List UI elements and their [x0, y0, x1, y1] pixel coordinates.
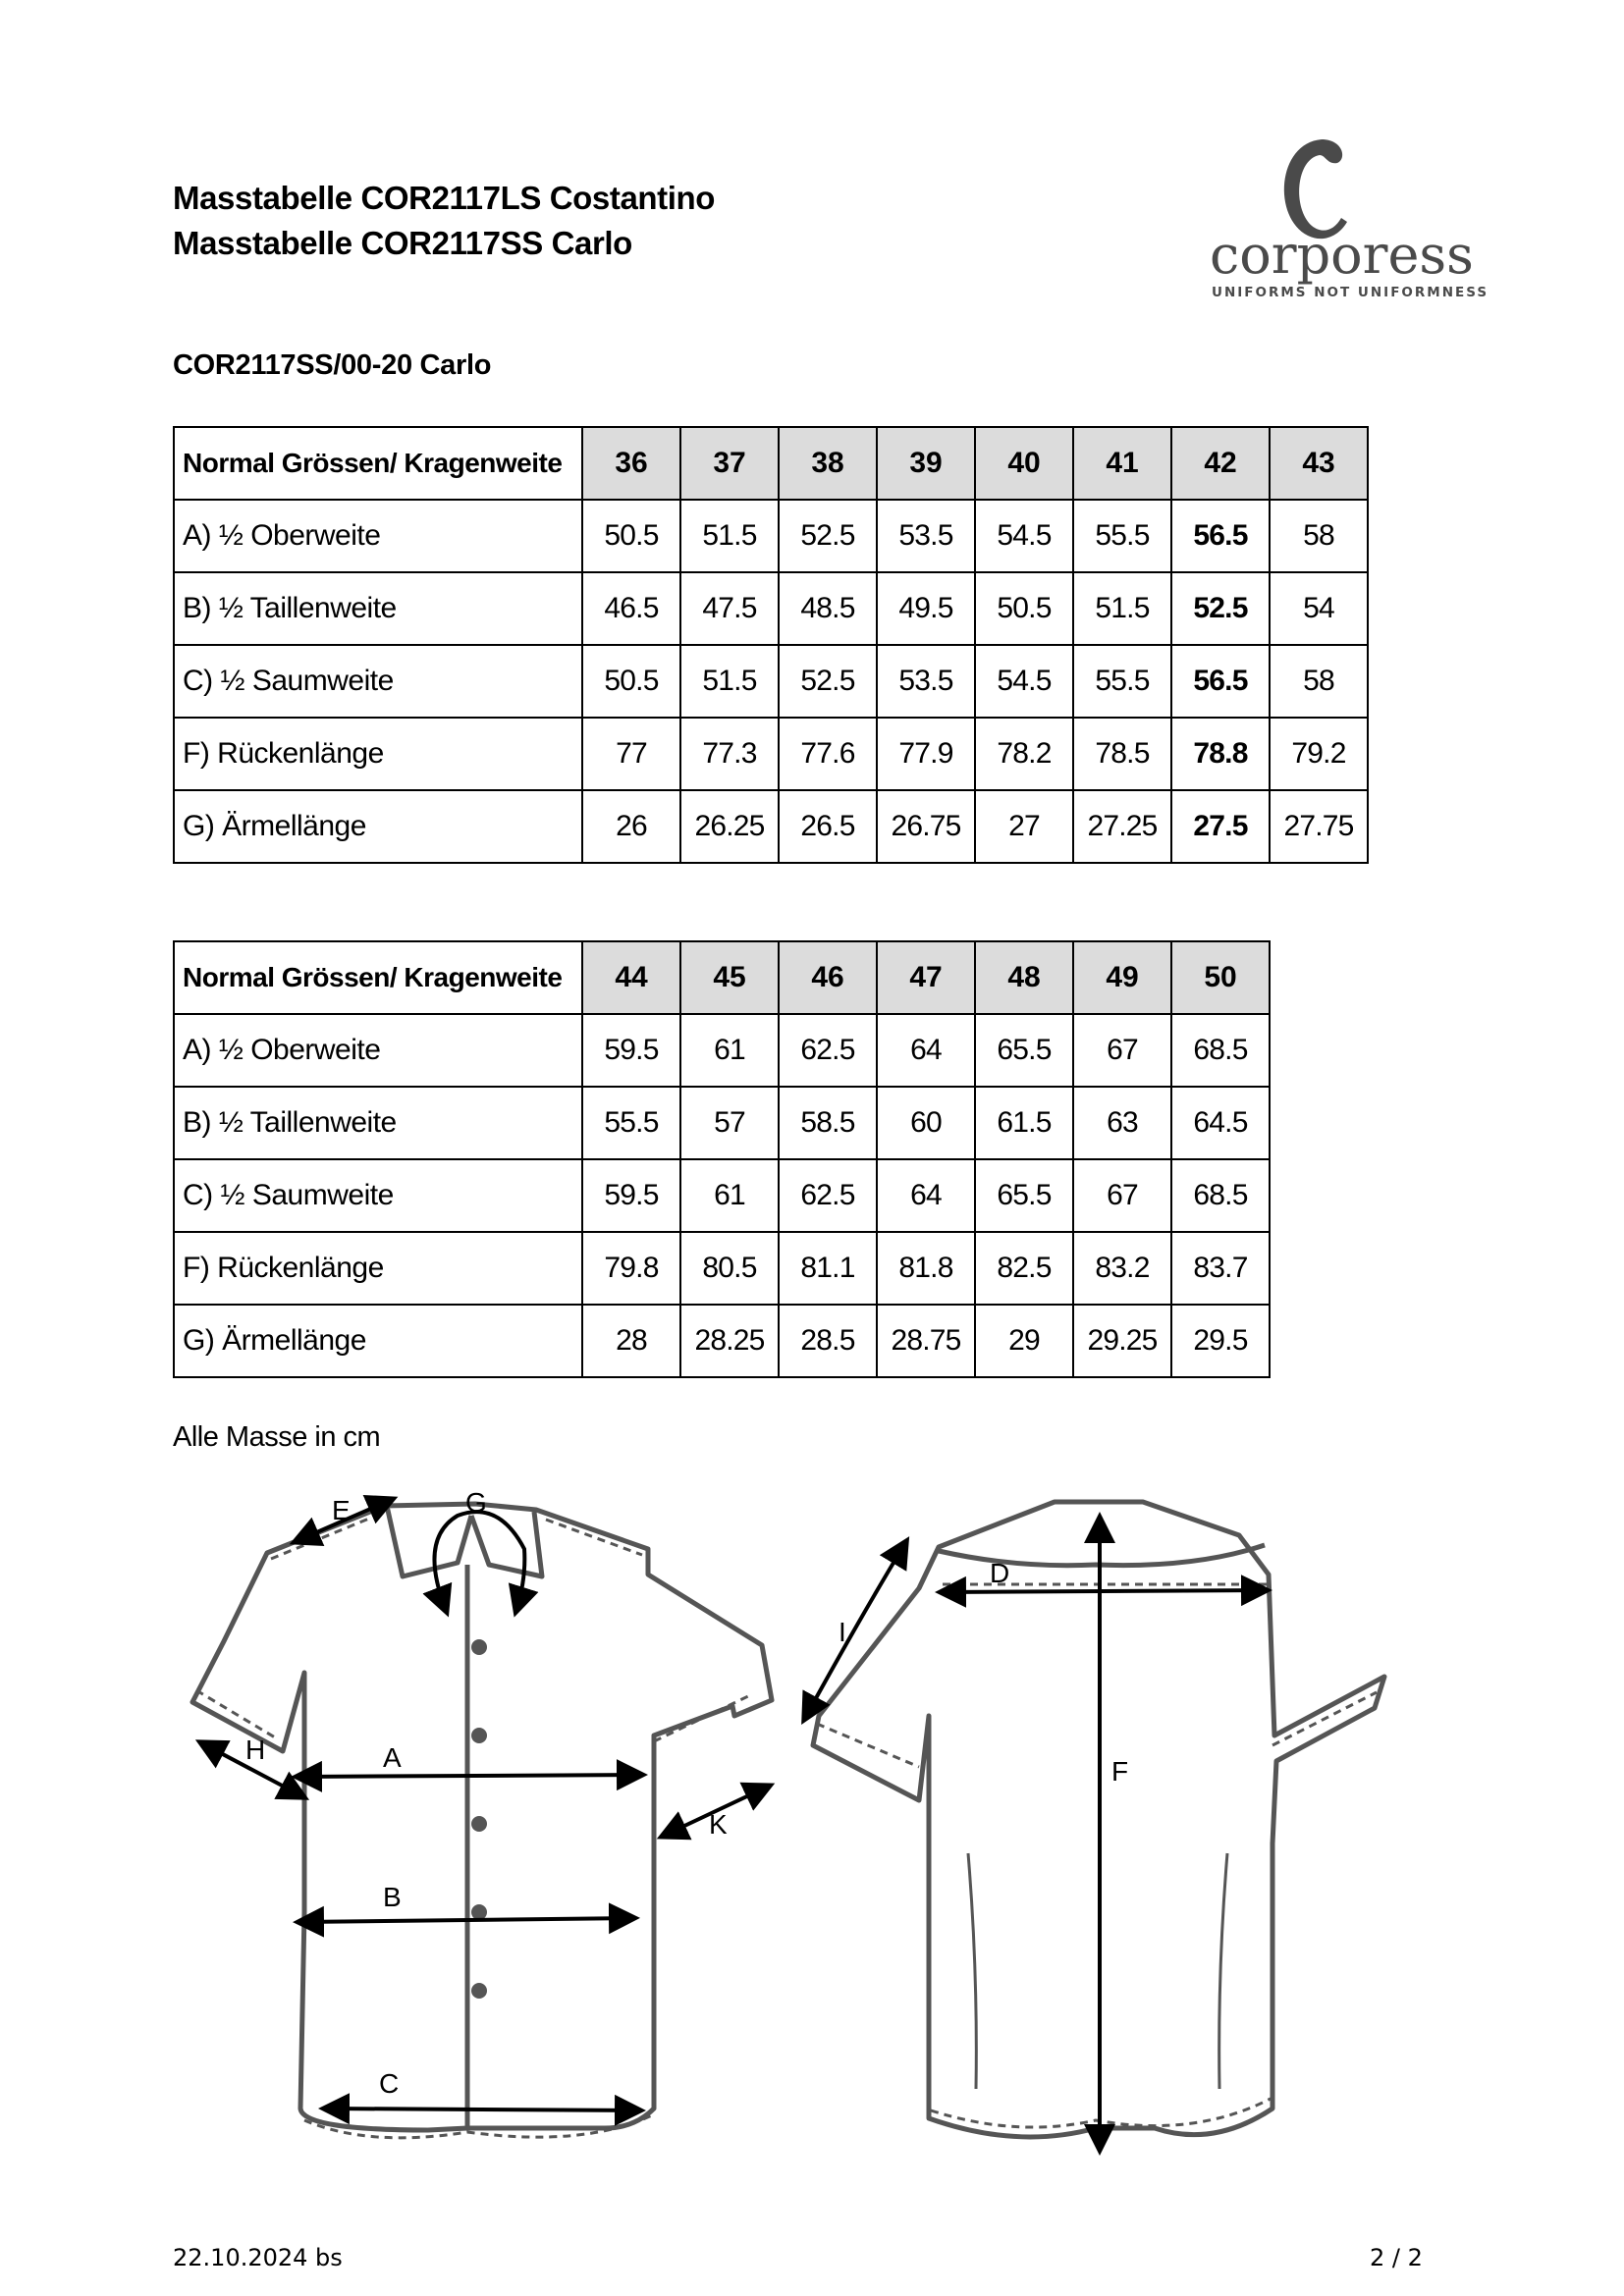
label-a: A	[383, 1742, 402, 1773]
cell-value: 26.25	[680, 790, 779, 863]
cell-value: 58	[1270, 645, 1368, 718]
row-label: F) Rückenlänge	[174, 1232, 582, 1305]
cell-value: 61.5	[975, 1087, 1073, 1159]
front-arrows	[202, 1500, 768, 2110]
cell-value: 53.5	[877, 500, 975, 572]
label-d: D	[990, 1558, 1010, 1588]
label-k: K	[709, 1809, 728, 1840]
size-header: 45	[680, 941, 779, 1014]
cell-value-highlight: 78.8	[1171, 718, 1270, 790]
cell-value-highlight: 52.5	[1171, 572, 1270, 645]
size-header: 44	[582, 941, 680, 1014]
cell-value: 28.5	[779, 1305, 877, 1377]
row-label: G) Ärmellänge	[174, 790, 582, 863]
size-header: 39	[877, 427, 975, 500]
row-label: C) ½ Saumweite	[174, 645, 582, 718]
cell-value: 54.5	[975, 500, 1073, 572]
cell-value: 29.25	[1073, 1305, 1171, 1377]
cell-value: 54	[1270, 572, 1368, 645]
cell-value-highlight: 56.5	[1171, 500, 1270, 572]
table-row	[174, 790, 1368, 863]
logo-tagline: UNIFORMS NOT UNIFORMNESS	[1212, 285, 1489, 300]
cell-value: 64.5	[1171, 1087, 1270, 1159]
cell-value: 67	[1073, 1159, 1171, 1232]
cell-value: 26.5	[779, 790, 877, 863]
table-row	[174, 1014, 1270, 1087]
cell-value: 49.5	[877, 572, 975, 645]
cell-value: 83.7	[1171, 1232, 1270, 1305]
size-header: 42	[1171, 427, 1270, 500]
size-table-1	[173, 426, 1369, 864]
row-label: F) Rückenlänge	[174, 718, 582, 790]
cell-value: 50.5	[582, 500, 680, 572]
cell-value: 64	[877, 1014, 975, 1087]
logo-wordmark: corporess	[1210, 224, 1474, 286]
cell-value: 47.5	[680, 572, 779, 645]
cell-value: 79.8	[582, 1232, 680, 1305]
table-header-label: Normal Grössen/ Kragenweite	[174, 941, 582, 1014]
size-header: 37	[680, 427, 779, 500]
size-header: 50	[1171, 941, 1270, 1014]
units-note: Alle Masse in cm	[173, 1421, 381, 1453]
cell-value: 81.8	[877, 1232, 975, 1305]
row-label: B) ½ Taillenweite	[174, 572, 582, 645]
button-icon	[471, 1816, 487, 1832]
footer-date: 22.10.2024 bs	[173, 2244, 343, 2271]
title-line-2: Masstabelle COR2117SS Carlo	[173, 225, 632, 261]
cell-value: 57	[680, 1087, 779, 1159]
table-row	[174, 645, 1368, 718]
row-label: B) ½ Taillenweite	[174, 1087, 582, 1159]
cell-value: 77.6	[779, 718, 877, 790]
cell-value: 61	[680, 1159, 779, 1232]
size-header: 38	[779, 427, 877, 500]
cell-value: 62.5	[779, 1159, 877, 1232]
cell-value: 51.5	[680, 500, 779, 572]
cell-value: 67	[1073, 1014, 1171, 1087]
button-icon	[471, 1639, 487, 1655]
cell-value: 26	[582, 790, 680, 863]
cell-value: 28.75	[877, 1305, 975, 1377]
table-row	[174, 572, 1368, 645]
table-row	[174, 1305, 1270, 1377]
cell-value: 64	[877, 1159, 975, 1232]
shirt-measurement-diagram	[173, 1480, 1410, 2167]
size-header: 46	[779, 941, 877, 1014]
table-row	[174, 718, 1368, 790]
cell-value: 55.5	[582, 1087, 680, 1159]
cell-value: 50.5	[975, 572, 1073, 645]
label-c: C	[379, 2068, 400, 2099]
cell-value: 77	[582, 718, 680, 790]
arrow-c	[326, 2109, 638, 2110]
table-row	[174, 500, 1368, 572]
corporess-logo	[1206, 120, 1490, 301]
cell-value: 53.5	[877, 645, 975, 718]
table-header-label: Normal Grössen/ Kragenweite	[174, 427, 582, 500]
cell-value: 48.5	[779, 572, 877, 645]
cell-value: 27.75	[1270, 790, 1368, 863]
arrow-g	[434, 1512, 524, 1610]
size-header: 43	[1270, 427, 1368, 500]
cell-value: 59.5	[582, 1014, 680, 1087]
cell-value: 82.5	[975, 1232, 1073, 1305]
size-header: 41	[1073, 427, 1171, 500]
table-header-row	[174, 427, 1368, 500]
cell-value-highlight: 27.5	[1171, 790, 1270, 863]
cell-value: 28.25	[680, 1305, 779, 1377]
label-e: E	[332, 1495, 351, 1525]
table-header-row	[174, 941, 1270, 1014]
cell-value-highlight: 56.5	[1171, 645, 1270, 718]
cell-value: 50.5	[582, 645, 680, 718]
table-row	[174, 1159, 1270, 1232]
cell-value: 65.5	[975, 1159, 1073, 1232]
cell-value: 52.5	[779, 645, 877, 718]
size-header: 47	[877, 941, 975, 1014]
cell-value: 68.5	[1171, 1014, 1270, 1087]
cell-value: 28	[582, 1305, 680, 1377]
row-label: C) ½ Saumweite	[174, 1159, 582, 1232]
button-icon	[471, 1983, 487, 1999]
cell-value: 78.2	[975, 718, 1073, 790]
footer-page-number: 2 / 2	[1370, 2244, 1423, 2271]
cell-value: 52.5	[779, 500, 877, 572]
cell-value: 26.75	[877, 790, 975, 863]
cell-value: 83.2	[1073, 1232, 1171, 1305]
button-icon	[471, 1728, 487, 1743]
row-label: A) ½ Oberweite	[174, 500, 582, 572]
front-buttons	[471, 1639, 487, 1999]
label-i: I	[839, 1617, 846, 1647]
arrow-i	[805, 1543, 905, 1718]
cell-value: 78.5	[1073, 718, 1171, 790]
size-header: 40	[975, 427, 1073, 500]
cell-value: 29.5	[1171, 1305, 1270, 1377]
cell-value: 51.5	[1073, 572, 1171, 645]
title-line-1: Masstabelle COR2117LS Costantino	[173, 180, 716, 216]
cell-value: 60	[877, 1087, 975, 1159]
cell-value: 63	[1073, 1087, 1171, 1159]
row-label: A) ½ Oberweite	[174, 1014, 582, 1087]
cell-value: 46.5	[582, 572, 680, 645]
cell-value: 58	[1270, 500, 1368, 572]
table-row	[174, 1232, 1270, 1305]
label-g: G	[465, 1487, 487, 1518]
row-label: G) Ärmellänge	[174, 1305, 582, 1377]
cell-value: 81.1	[779, 1232, 877, 1305]
cell-value: 68.5	[1171, 1159, 1270, 1232]
cell-value: 55.5	[1073, 500, 1171, 572]
cell-value: 29	[975, 1305, 1073, 1377]
size-header: 36	[582, 427, 680, 500]
label-f: F	[1111, 1756, 1129, 1787]
cell-value: 77.3	[680, 718, 779, 790]
size-header: 48	[975, 941, 1073, 1014]
cell-value: 65.5	[975, 1014, 1073, 1087]
cell-value: 59.5	[582, 1159, 680, 1232]
cell-value: 51.5	[680, 645, 779, 718]
cell-value: 58.5	[779, 1087, 877, 1159]
cell-value: 79.2	[1270, 718, 1368, 790]
cell-value: 61	[680, 1014, 779, 1087]
back-arrows	[805, 1520, 1265, 2148]
label-h: H	[245, 1735, 266, 1765]
product-subtitle: COR2117SS/00-20 Carlo	[173, 349, 492, 381]
arrow-a	[298, 1775, 640, 1777]
cell-value: 62.5	[779, 1014, 877, 1087]
button-icon	[471, 1904, 487, 1920]
table-row	[174, 1087, 1270, 1159]
cell-value: 27.25	[1073, 790, 1171, 863]
cell-value: 54.5	[975, 645, 1073, 718]
cell-value: 77.9	[877, 718, 975, 790]
label-b: B	[383, 1882, 402, 1912]
arrow-b	[300, 1918, 632, 1922]
cell-value: 80.5	[680, 1232, 779, 1305]
size-table-2	[173, 940, 1271, 1378]
cell-value: 55.5	[1073, 645, 1171, 718]
arrow-d	[943, 1590, 1265, 1592]
cell-value: 27	[975, 790, 1073, 863]
size-header: 49	[1073, 941, 1171, 1014]
